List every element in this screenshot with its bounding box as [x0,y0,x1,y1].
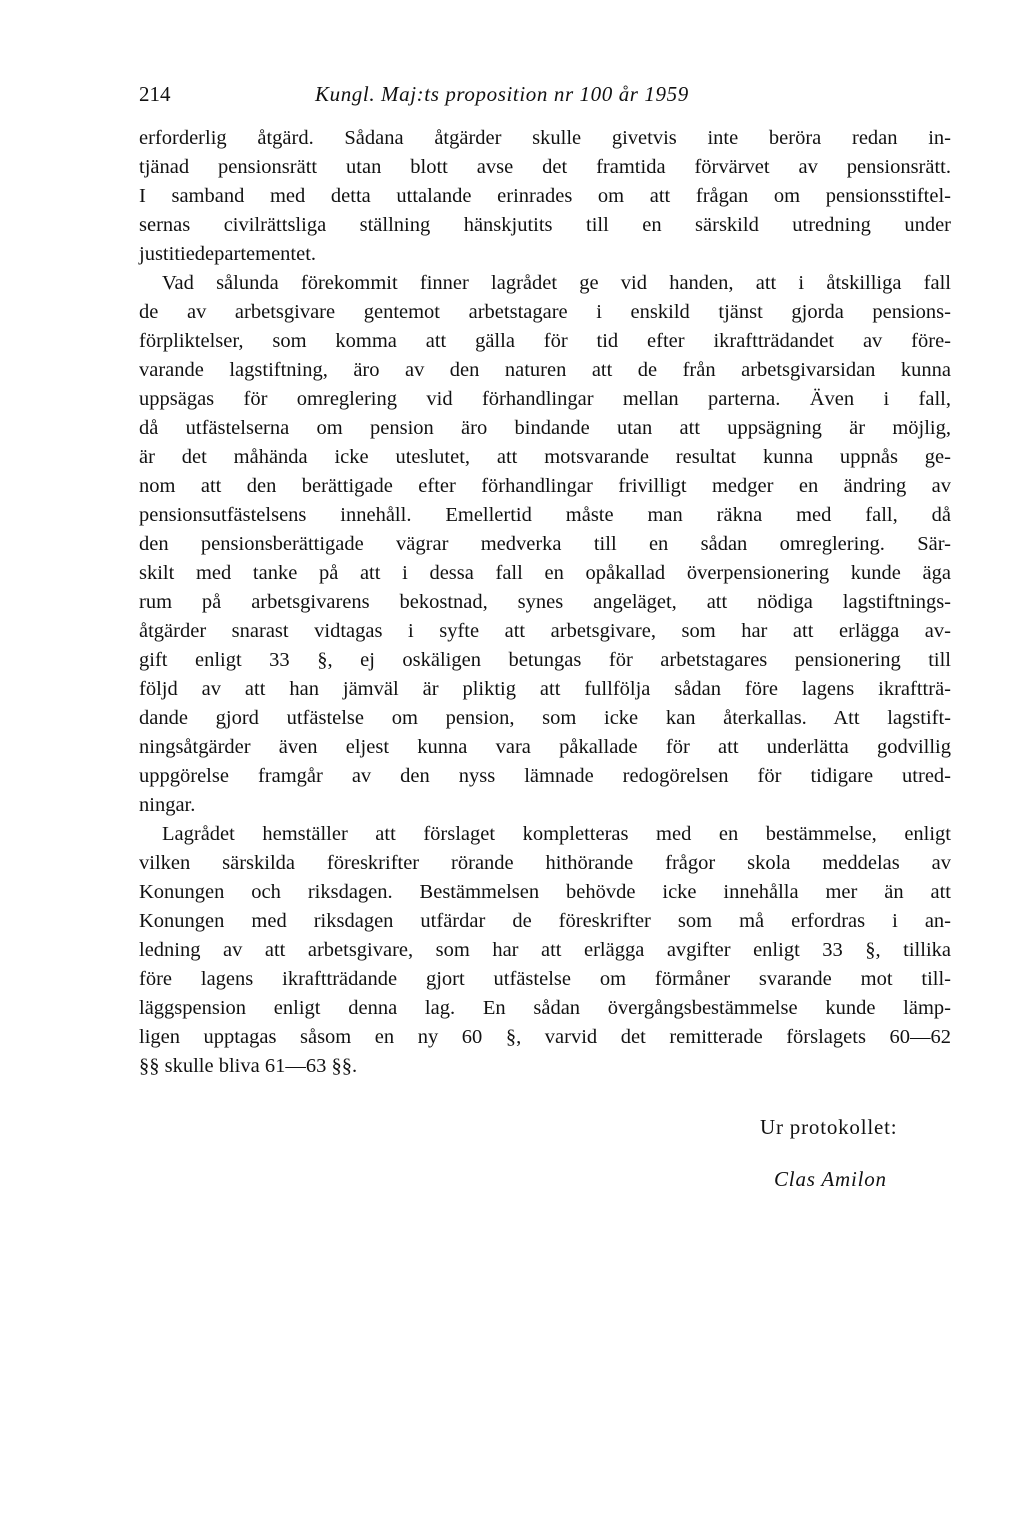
text-line: åtgärder snarast vidtagas i syfte att arbetsgivare, som har att erlägga av- [139,620,951,642]
page-header [139,78,949,110]
text-line: är det måhända icke uteslutet, att motsvarande resultat kunna uppnås ge- [139,446,951,468]
running-title: Kungl. Maj:ts proposition nr 100 år 1959 [315,82,689,106]
text-line: uppgörelse framgår av den nyss lämnade redogörelsen för tidigare utred- [139,765,951,787]
text-line: Lagrådet hemställer att förslaget kompletteras med en bestämmelse, enligt [162,823,951,845]
text-line: Konungen och riksdagen. Bestämmelsen behövde icke innehålla mer än att [139,881,951,903]
text-line: pensionsutfästelsens innehåll. Emellertid måste man räkna med fall, då [139,504,951,526]
body-text [139,124,951,1081]
signature-block [760,1112,897,1194]
text-line: vilken särskilda föreskrifter rörande hithörande frågor skola meddelas av [139,852,951,874]
text-line: ligen upptagas såsom en ny 60 §, varvid det remitterade förslagets 60—62 [139,1026,951,1048]
text-line: följd av att han jämväl är pliktig att fullfölja sådan före lagens ikraftträ- [139,678,951,700]
text-line: ningar. [139,794,196,816]
text-line: ledning av att arbetsgivare, som har att erlägga avgifter enligt 33 §, tillika [139,939,951,961]
text-line: då utfästelserna om pension äro bindande utan att uppsägning är möjlig, [139,417,951,439]
text-line: skilt med tanke på att i dessa fall en opåkallad överpensionering kunde äga [139,562,951,584]
paragraph-1 [139,124,951,269]
text-line: den pensionsberättigade vägrar medverka till en sådan omreglering. Sär- [139,533,951,555]
text-line: varande lagstiftning, äro av den naturen att de från arbetsgivarsidan kunna [139,359,951,381]
page-number: 214 [139,82,171,106]
text-line: justitiedepartementet. [139,243,317,265]
text-line: Vad sålunda förekommit finner lagrådet ge vid handen, att i åtskilliga fall [162,272,951,294]
signature-name: Clas Amilon [774,1167,887,1191]
text-line: erforderlig åtgärd. Sådana åtgärder skulle givetvis inte beröra redan in- [139,127,951,149]
text-line: dande gjord utfästelse om pension, som icke kan återkallas. Att lagstift- [139,707,951,729]
signature-label: Ur protokollet: [760,1115,898,1139]
paragraph-3 [139,820,951,1081]
text-line: §§ skulle bliva 61—63 §§. [139,1055,358,1077]
text-line: sernas civilrättsliga ställning hänskjutits till en särskild utredning under [139,214,951,236]
text-line: förpliktelser, som komma att gälla för tid efter ikraftträdandet av före- [139,330,951,352]
text-line: läggspension enligt denna lag. En sådan övergångsbestämmelse kunde lämp- [139,997,951,1019]
text-line: nom att den berättigade efter förhandlingar frivilligt medger en ändring av [139,475,951,497]
text-line: I samband med detta uttalande erinrades om att frågan om pensionsstiftel- [139,185,951,207]
text-line: tjänad pensionsrätt utan blott avse det framtida förvärvet av pensionsrätt. [139,156,951,178]
text-line: före lagens ikraftträdande gjort utfästelse om förmåner svarande mot till- [139,968,951,990]
paragraph-2 [139,269,951,820]
text-line: uppsägas för omreglering vid förhandlingar mellan parterna. Även i fall, [139,388,951,410]
text-line: de av arbetsgivare gentemot arbetstagare i enskild tjänst gjorda pensions- [139,301,951,323]
text-line: Konungen med riksdagen utfärdar de föreskrifter som må erfordras i an- [139,910,951,932]
text-line: gift enligt 33 §, ej oskäligen betungas för arbetstagares pensionering till [139,649,951,671]
text-line: rum på arbetsgivarens bekostnad, synes angeläget, att nödiga lagstiftnings- [139,591,951,613]
text-line: ningsåtgärder även eljest kunna vara påkallade för att underlätta godvillig [139,736,951,758]
